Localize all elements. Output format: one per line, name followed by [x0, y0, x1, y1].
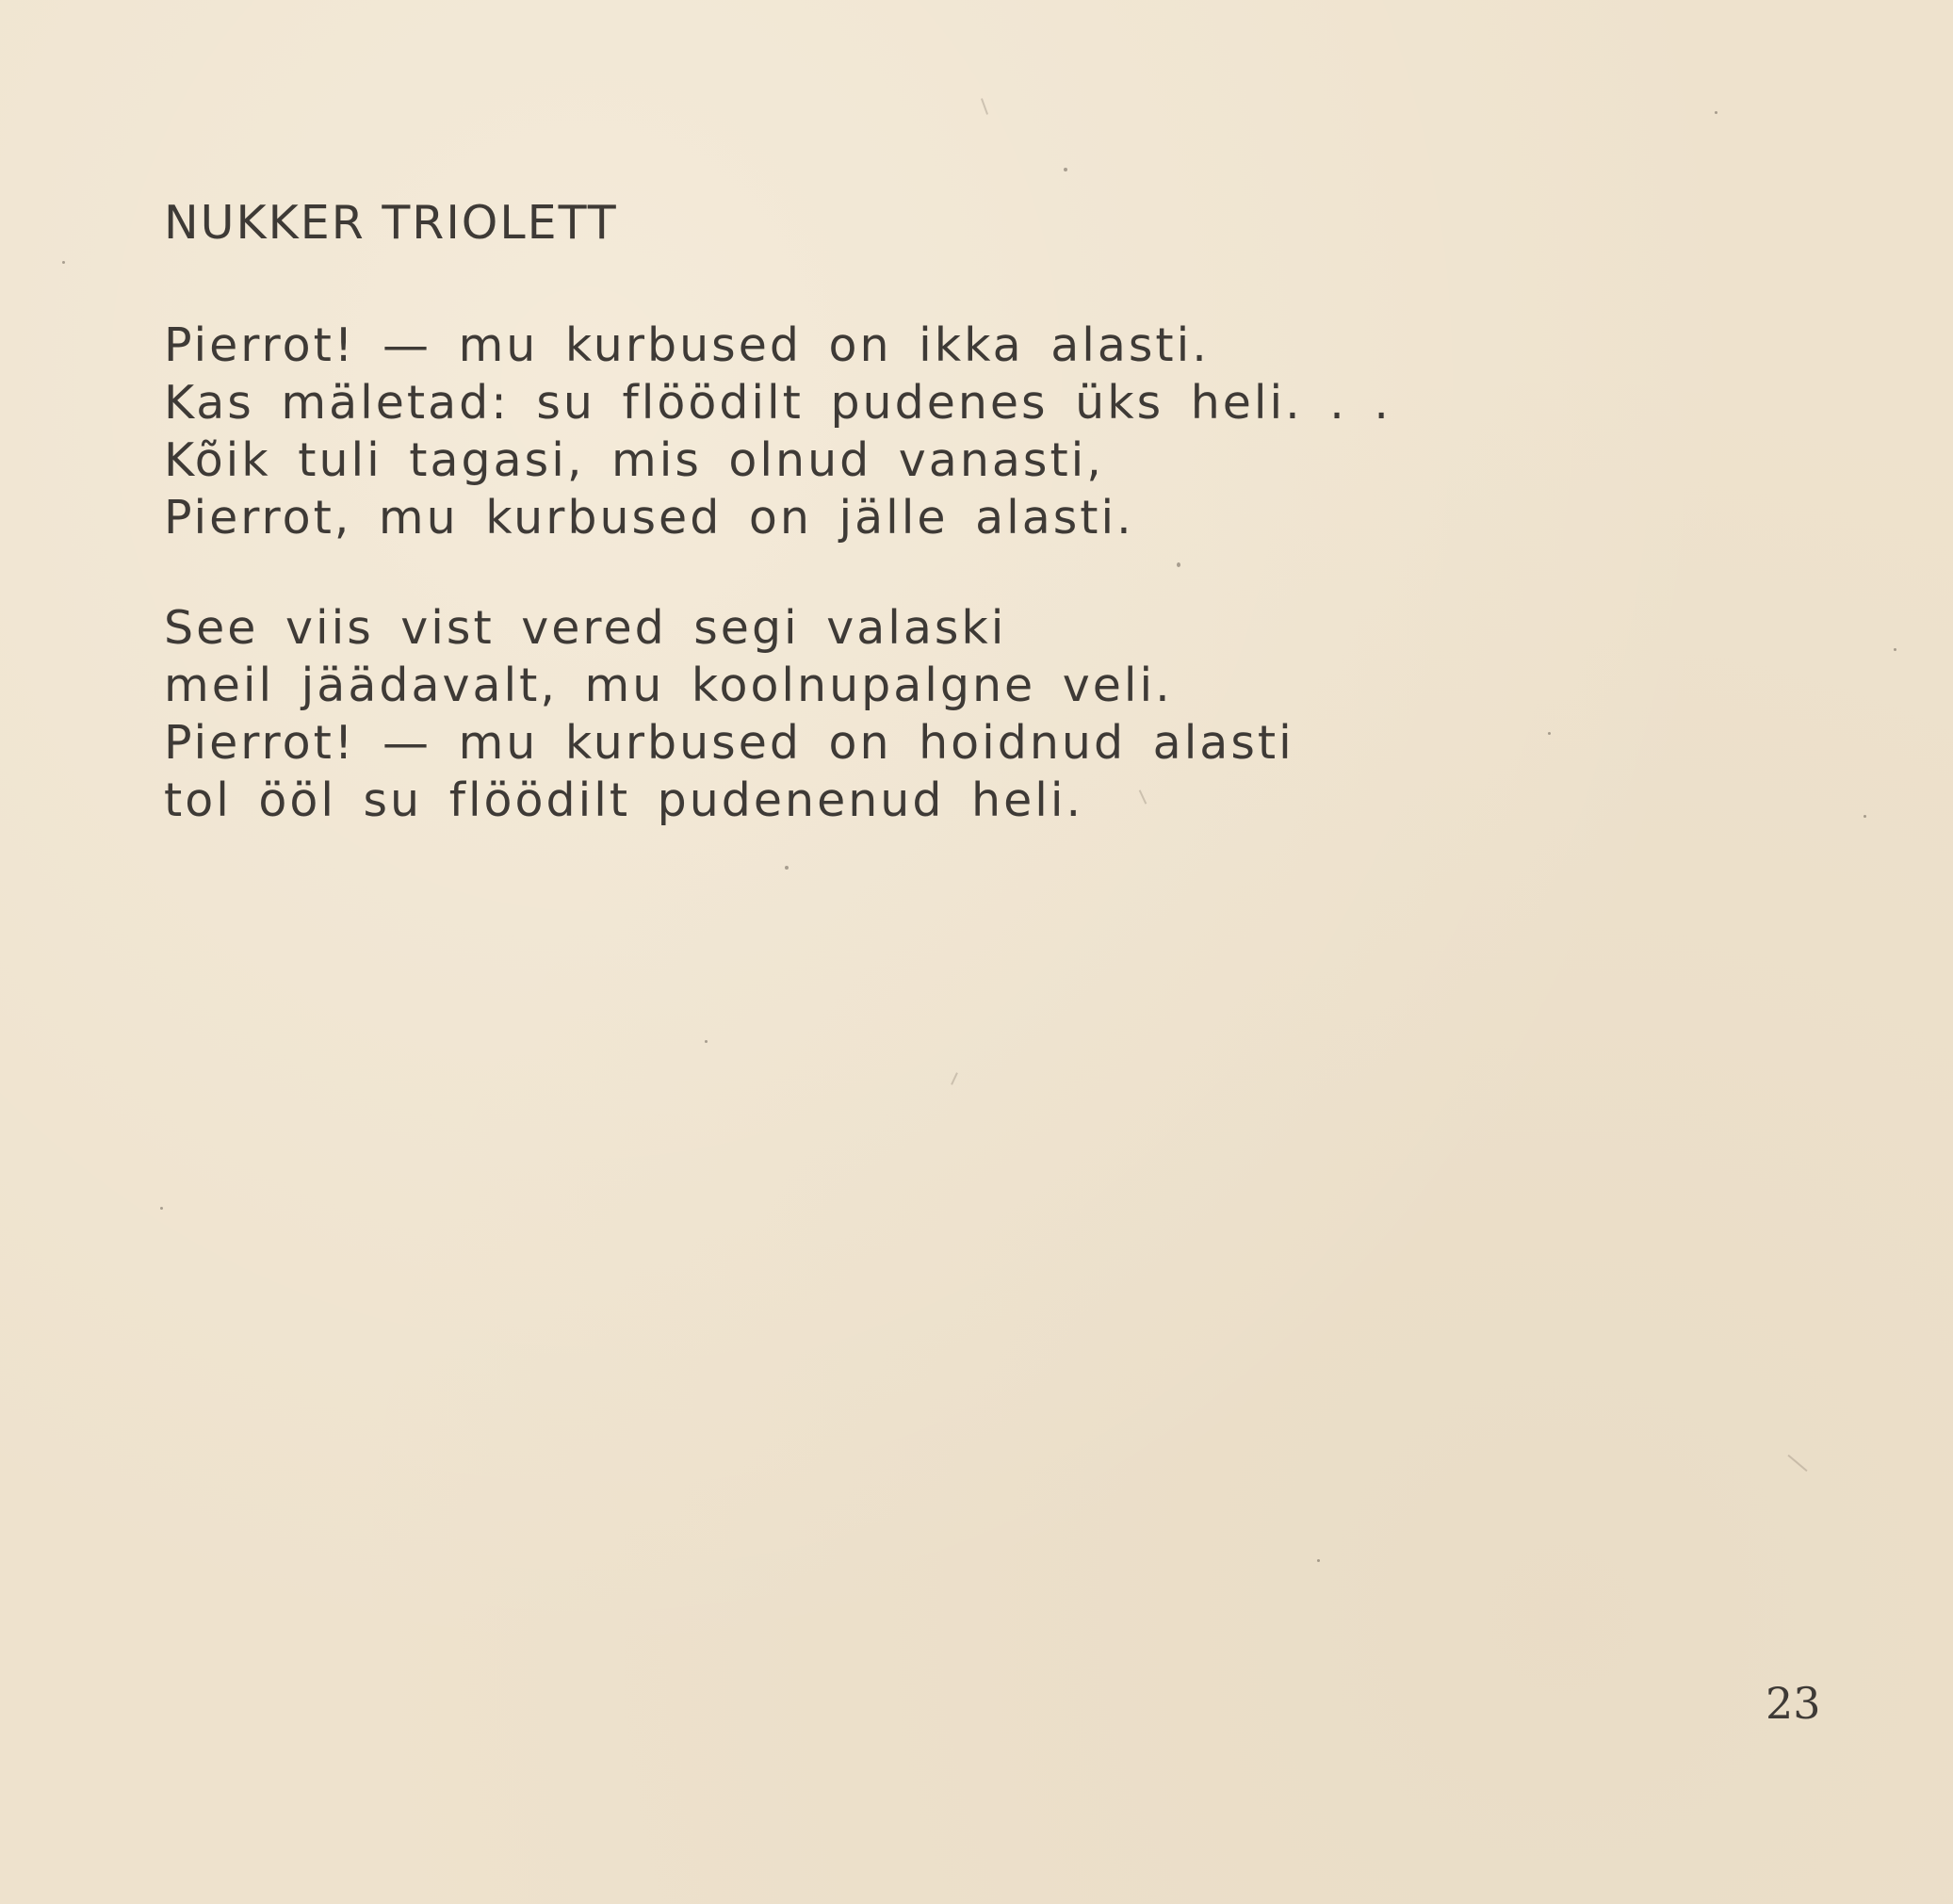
- poem-line: Kõik tuli tagasi, mis olnud vanasti,: [164, 433, 1104, 487]
- paper-speck: [1863, 815, 1866, 818]
- paper-fiber: [951, 1072, 958, 1085]
- poem-line: tol ööl su flöödilt pudenenud heli.: [164, 773, 1084, 827]
- paper-speck: [1177, 562, 1180, 567]
- stanza-1: [164, 317, 1392, 546]
- paper-fiber: [1787, 1455, 1807, 1472]
- stanza-2: [164, 599, 1294, 829]
- paper-speck: [1317, 1559, 1320, 1562]
- paper-speck: [785, 866, 789, 870]
- poem-line: Pierrot! — mu kurbused on hoidnud alasti: [164, 716, 1294, 770]
- paper-speck: [1064, 168, 1067, 171]
- paper-speck: [705, 1040, 708, 1043]
- paper-speck: [160, 1207, 163, 1210]
- paper-fiber: [981, 98, 988, 115]
- paper-speck: [1548, 732, 1551, 735]
- page-number: 23: [1766, 1678, 1821, 1729]
- poem-line: Pierrot! — mu kurbused on ikka alasti.: [164, 318, 1210, 372]
- poem-title: NUKKER TRIOLETT: [164, 196, 618, 250]
- paper-speck: [1715, 111, 1717, 114]
- poem-line: meil jäädavalt, mu koolnupalgne veli.: [164, 659, 1173, 712]
- paper-speck: [62, 261, 65, 264]
- poem-line: Pierrot, mu kurbused on jälle alasti.: [164, 491, 1134, 545]
- poem-line: See viis vist vered segi valaski: [164, 601, 1007, 655]
- paper-speck: [1894, 648, 1896, 651]
- poem-line: Kas mäletad: su flöödilt pudenes üks heli. . .: [164, 376, 1392, 430]
